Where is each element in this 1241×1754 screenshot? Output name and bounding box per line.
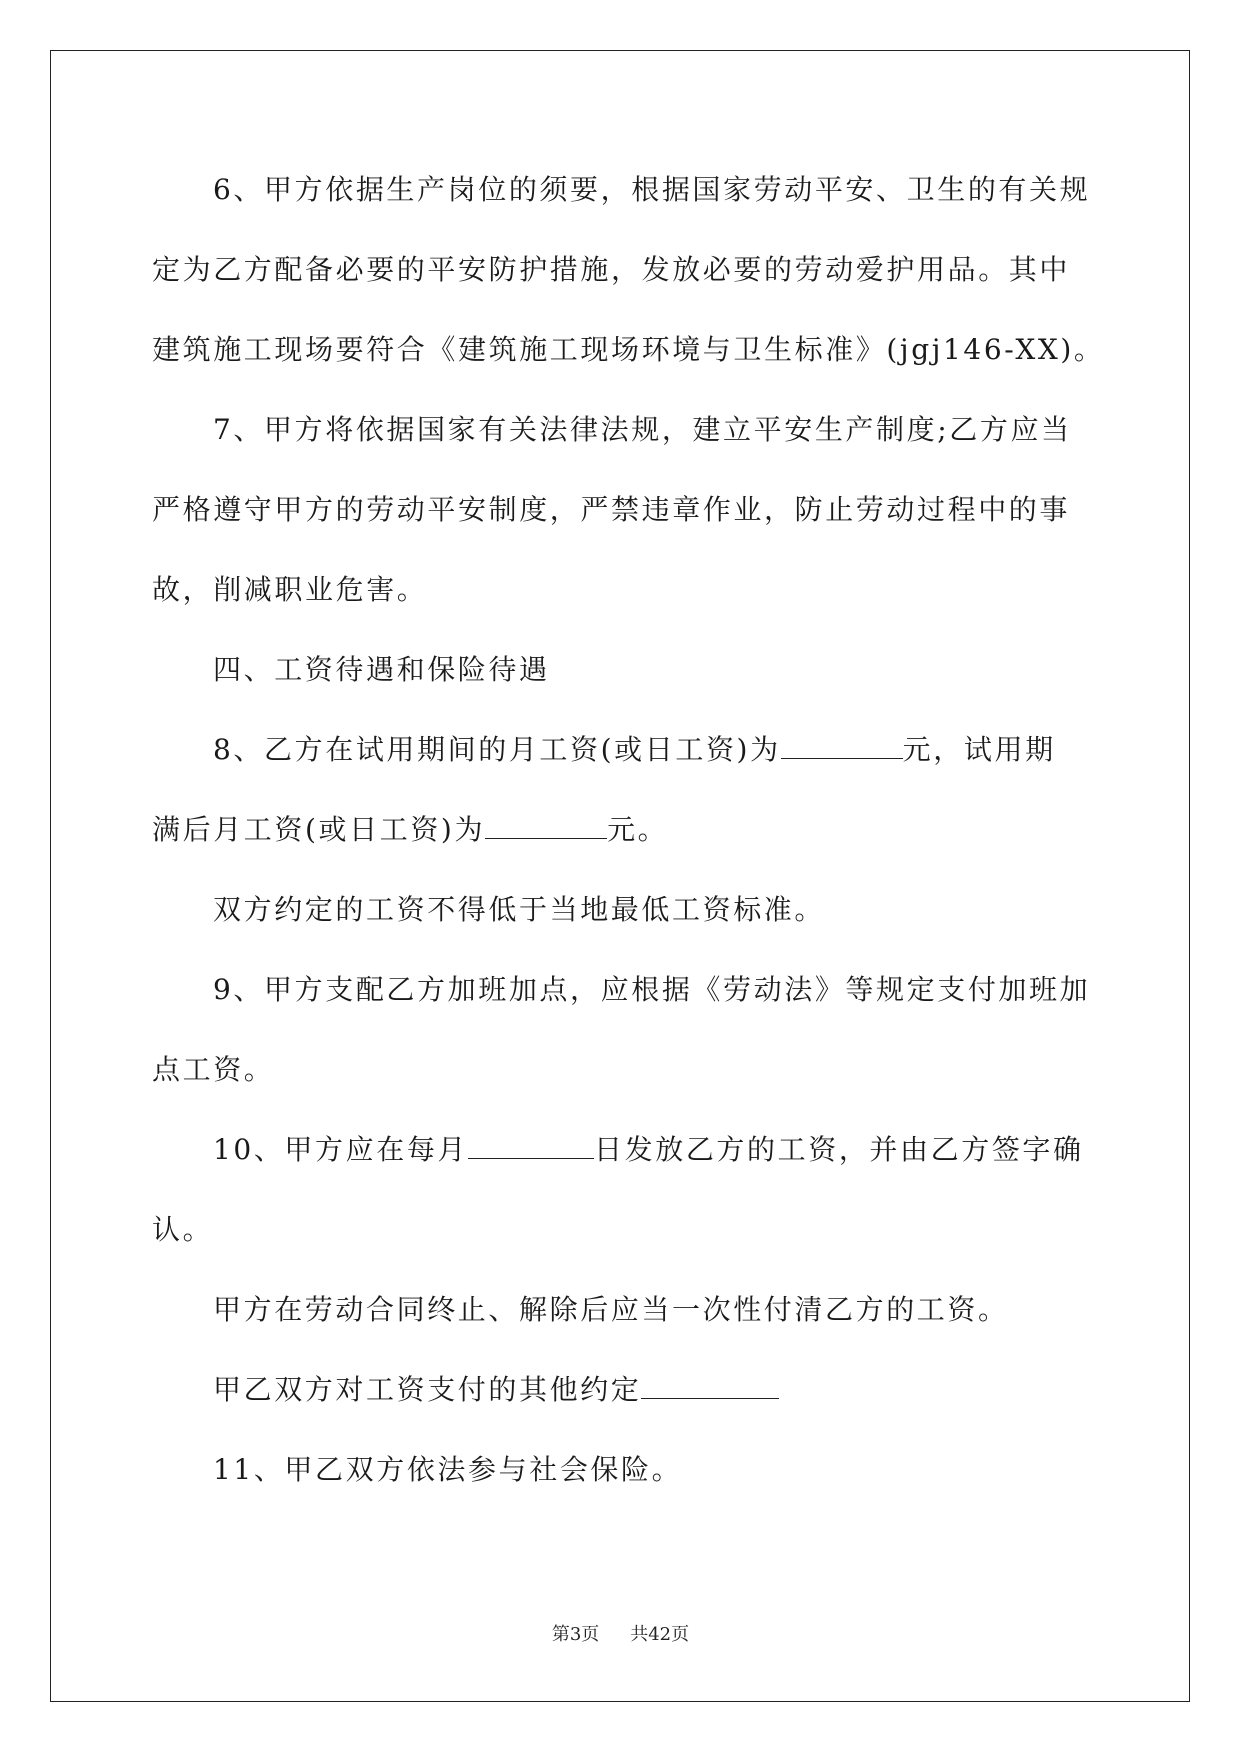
paragraph-line [213,1132,1153,1168]
paragraph-line: 定为乙方配备必要的平安防护措施，发放必要的劳动爱护用品。其中 [152,253,1071,286]
fill-in-blank[interactable] [485,812,607,839]
section-heading: 四、工资待遇和保险待遇 [213,653,550,686]
text-segment: 8、乙方在试用期间的月工资(或日工资)为 [213,733,781,766]
paragraph-line: 建筑施工现场要符合《建筑施工现场环境与卫生标准》(jgj146-XX)。 [152,333,1105,366]
text-segment: 元，试用期 [902,733,1056,766]
paragraph-line: 认。 [152,1213,214,1246]
paragraph-line [213,1372,1153,1408]
paragraph-line: 点工资。 [152,1053,275,1086]
fill-in-blank[interactable] [468,1132,594,1159]
text-segment: 10、甲方应在每月 [213,1133,469,1166]
text-segment: 日发放乙方的工资，并由乙方签字确 [594,1133,1084,1166]
fill-in-blank[interactable] [641,1372,779,1399]
paragraph-line: 6、甲方依据生产岗位的须要，根据国家劳动平安、卫生的有关规 [213,173,1091,206]
paragraph-line: 甲方在劳动合同终止、解除后应当一次性付清乙方的工资。 [213,1293,1009,1326]
paragraph-line: 故，削减职业危害。 [152,573,428,606]
total-pages: 共42页 [630,1624,690,1645]
paragraph-line [152,812,1092,848]
text-segment: 元。 [607,813,669,846]
paragraph-line: 严格遵守甲方的劳动平安制度，严禁违章作业，防止劳动过程中的事 [152,493,1071,526]
text-segment: 甲乙双方对工资支付的其他约定 [213,1373,642,1406]
paragraph-line: 7、甲方将依据国家有关法律法规，建立平安生产制度;乙方应当 [213,413,1072,446]
fill-in-blank[interactable] [781,732,903,759]
paragraph-line [213,732,1153,768]
paragraph-line: 双方约定的工资不得低于当地最低工资标准。 [213,893,826,926]
paragraph-line: 9、甲方支配乙方加班加点，应根据《劳动法》等规定支付加班加 [213,973,1091,1006]
page-number: 第3页 [551,1624,600,1645]
paragraph-line: 11、甲乙双方依法参与社会保险。 [213,1453,683,1486]
page-footer [0,1620,1241,1646]
text-segment: 满后月工资(或日工资)为 [152,813,486,846]
